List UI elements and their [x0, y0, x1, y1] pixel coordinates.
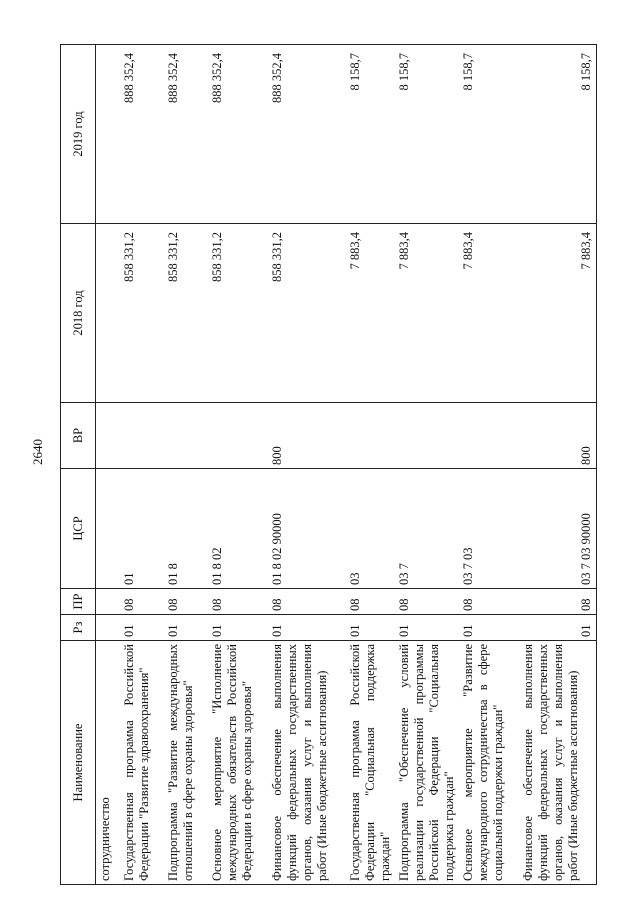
row-2019: 888 352,4 — [208, 45, 268, 224]
table-row — [208, 45, 268, 885]
row-rz: 01 — [164, 615, 208, 641]
row-pr: 08 — [459, 589, 519, 615]
row-pr: 08 — [164, 589, 208, 615]
table-header-row — [61, 45, 96, 885]
row-vr — [459, 403, 519, 469]
row-rz: 01 — [519, 615, 597, 641]
budget-table — [60, 44, 597, 885]
row-2018: 858 331,2 — [268, 224, 346, 403]
row-name: сотрудничество — [96, 641, 120, 885]
row-csr: 03 — [346, 469, 395, 589]
header-name: Наименование — [61, 641, 96, 885]
row-pr: 08 — [268, 589, 346, 615]
row-2018: 7 883,4 — [395, 224, 459, 403]
row-vr — [395, 403, 459, 469]
row-csr: 01 8 02 90000 — [268, 469, 346, 589]
table-row — [96, 45, 120, 885]
page-number: 2640 — [30, 439, 45, 465]
row-pr — [96, 589, 120, 615]
row-2019: 8 158,7 — [459, 45, 519, 224]
row-name: Государственная программа Российской Федерации "Развитие здравоохранения" — [120, 641, 164, 885]
row-name: Финансовое обеспечение выполнения функций федеральных государственных органов, оказания услуг и выполнения работ (Иные бюджетные ассигнования) — [519, 641, 597, 885]
row-2018: 858 331,2 — [208, 224, 268, 403]
row-rz: 01 — [459, 615, 519, 641]
row-2018 — [96, 224, 120, 403]
row-rz: 01 — [268, 615, 346, 641]
row-name: Основное мероприятие "Исполнение международных обязательств Российской Федерации в сфере охраны здоровья" — [208, 641, 268, 885]
row-name: Подпрограмма "Развитие международных отношений в сфере охраны здоровья" — [164, 641, 208, 885]
row-pr: 08 — [208, 589, 268, 615]
row-vr — [96, 403, 120, 469]
table-row — [164, 45, 208, 885]
row-2018: 7 883,4 — [459, 224, 519, 403]
header-rz: Рз — [61, 615, 96, 641]
rotated-page — [60, 45, 593, 885]
row-csr: 03 7 03 — [459, 469, 519, 589]
row-2018: 858 331,2 — [120, 224, 164, 403]
table-row — [120, 45, 164, 885]
header-2018: 2018 год — [61, 224, 96, 403]
row-name: Финансовое обеспечение выполнения функций федеральных государственных органов, оказания услуг и выполнения работ (Иные бюджетные ассигнования) — [268, 641, 346, 885]
row-pr: 08 — [346, 589, 395, 615]
table-row — [346, 45, 395, 885]
row-pr: 08 — [519, 589, 597, 615]
row-2019 — [96, 45, 120, 224]
row-vr — [120, 403, 164, 469]
row-2019: 888 352,4 — [268, 45, 346, 224]
row-csr — [96, 469, 120, 589]
row-2019: 8 158,7 — [346, 45, 395, 224]
row-2019: 888 352,4 — [164, 45, 208, 224]
table-row — [395, 45, 459, 885]
row-rz — [96, 615, 120, 641]
row-csr: 01 — [120, 469, 164, 589]
header-vr: ВР — [61, 403, 96, 469]
row-rz: 01 — [395, 615, 459, 641]
row-name: Подпрограмма "Обеспечение условий реализации государственной программы Российской Федерации "Социальная поддержка граждан" — [395, 641, 459, 885]
row-csr: 01 8 02 — [208, 469, 268, 589]
row-2018: 858 331,2 — [164, 224, 208, 403]
row-vr — [346, 403, 395, 469]
row-2019: 8 158,7 — [519, 45, 597, 224]
row-rz: 01 — [120, 615, 164, 641]
header-pr: ПР — [61, 589, 96, 615]
table-row — [459, 45, 519, 885]
row-vr — [164, 403, 208, 469]
row-name: Государственная программа Российской Федерации "Социальная поддержка граждан" — [346, 641, 395, 885]
row-csr: 01 8 — [164, 469, 208, 589]
row-vr: 800 — [268, 403, 346, 469]
row-2018: 7 883,4 — [519, 224, 597, 403]
row-rz: 01 — [208, 615, 268, 641]
row-pr: 08 — [120, 589, 164, 615]
row-pr: 08 — [395, 589, 459, 615]
row-csr: 03 7 — [395, 469, 459, 589]
row-rz: 01 — [346, 615, 395, 641]
row-2018: 7 883,4 — [346, 224, 395, 403]
row-2019: 888 352,4 — [120, 45, 164, 224]
row-2019: 8 158,7 — [395, 45, 459, 224]
header-2019: 2019 год — [61, 45, 96, 224]
row-vr: 800 — [519, 403, 597, 469]
table-row — [519, 45, 597, 885]
header-csr: ЦСР — [61, 469, 96, 589]
table-row — [268, 45, 346, 885]
row-csr: 03 7 03 90000 — [519, 469, 597, 589]
row-name: Основное мероприятие "Развитие международного сотрудничества в сфере социальной поддержки граждан" — [459, 641, 519, 885]
row-vr — [208, 403, 268, 469]
